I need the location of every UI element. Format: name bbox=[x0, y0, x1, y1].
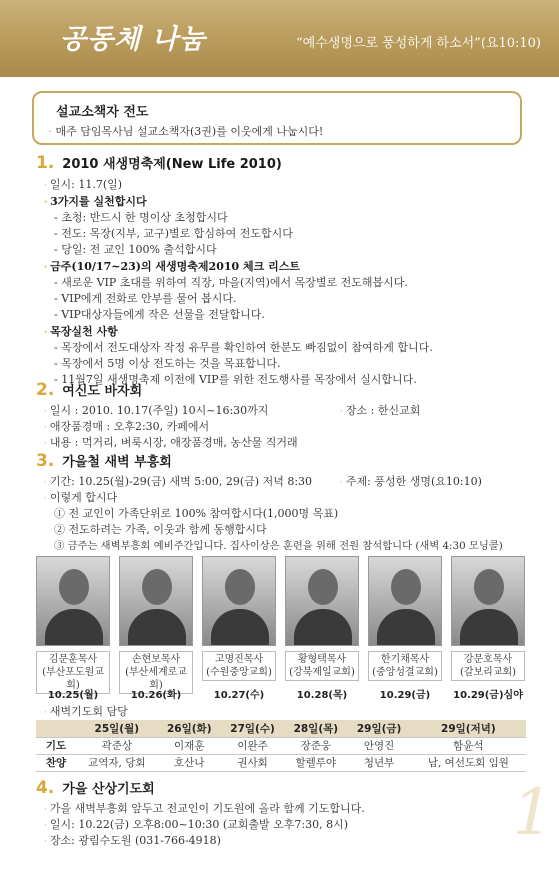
speaker-name: 고명진목사 bbox=[214, 654, 264, 665]
section-number: 4. bbox=[36, 778, 55, 798]
bullet-icon: · bbox=[44, 494, 47, 504]
table-header-cell: 27일(수) bbox=[221, 720, 284, 737]
speaker-name: 강문호목사 bbox=[463, 654, 513, 665]
table-cell: 할렐루야 bbox=[284, 754, 347, 771]
table-row-header: 기도 bbox=[36, 737, 76, 754]
s2-line bbox=[44, 418, 209, 434]
speaker-photo bbox=[36, 556, 110, 646]
bullet-icon: · bbox=[44, 423, 47, 433]
s1-line bbox=[44, 258, 300, 274]
speaker-church: (수원중앙교회) bbox=[206, 667, 272, 678]
table-cell: 곽준상 bbox=[76, 737, 158, 754]
s2-line-text: 장소 : 한신교회 bbox=[345, 404, 421, 417]
notice-text bbox=[48, 123, 323, 139]
s1-line bbox=[44, 323, 118, 339]
speaker-body bbox=[294, 609, 352, 646]
speaker-body bbox=[460, 609, 518, 646]
speaker-date: 10.29(금)심야 bbox=[453, 690, 523, 701]
section-title: 여신도 바자회 bbox=[62, 384, 143, 399]
s3-line: ① 전 교인이 가족단위로 100% 참여합시다(1,000명 목표) bbox=[54, 507, 339, 520]
speaker-body bbox=[128, 609, 186, 646]
s4-line-text: 일시: 10.22(금) 오후8:00~10:30 (교회출발 오후7:30, 8시) bbox=[49, 818, 349, 831]
speaker-name: 김문훈목사 bbox=[48, 654, 98, 665]
speaker-date: 10.29(금) bbox=[379, 690, 431, 701]
speaker-church: (강북제일교회) bbox=[289, 667, 355, 678]
speaker-head bbox=[59, 569, 89, 605]
speaker-body bbox=[377, 609, 435, 646]
speaker-photo bbox=[451, 556, 525, 646]
bullet-icon: · bbox=[340, 478, 343, 488]
speaker-caption-box bbox=[451, 651, 525, 681]
s1-line: - 새로운 VIP 초대를 위하여 직장, 마을(지역)에서 목장별로 전도해봅시다. bbox=[54, 276, 408, 289]
s2-line-text: 일시 : 2010. 10.17(주일) 10시~16:30까지 bbox=[49, 404, 269, 417]
s4-line-text: 가을 새벽부흥회 앞두고 전교인이 기도원에 올라 함께 기도합니다. bbox=[49, 802, 365, 815]
s2-line bbox=[44, 434, 298, 450]
speaker-church: (갈보리교회) bbox=[459, 667, 517, 678]
s3-line bbox=[44, 473, 312, 489]
s4-line-text: 장소: 광림수도원 (031-766-4918) bbox=[49, 834, 221, 847]
speaker-caption bbox=[285, 651, 359, 681]
speaker-date: 10.28(목) bbox=[296, 690, 348, 701]
s4-line bbox=[44, 800, 365, 816]
section-4-heading bbox=[36, 778, 155, 798]
section-title: 가을철 새벽 부흥회 bbox=[62, 455, 172, 470]
table-cell: 함윤석 bbox=[411, 737, 526, 754]
s1-line bbox=[44, 193, 147, 209]
table-cell: 교역자, 당회 bbox=[76, 754, 158, 771]
bullet-icon: · bbox=[44, 439, 47, 449]
s4-line bbox=[44, 832, 221, 848]
s1-line-text: 금주(10/17~23)의 새생명축제2010 체크 리스트 bbox=[50, 260, 300, 273]
s1-line: - 목장에서 5명 이상 전도하는 것을 목표합니다. bbox=[54, 357, 281, 370]
s3-line bbox=[340, 473, 482, 489]
speaker-head bbox=[225, 569, 255, 605]
s1-line: - VIP대상자들에게 작은 선물을 전달합니다. bbox=[54, 308, 265, 321]
table-header-cell: 29일(금) bbox=[347, 720, 410, 737]
table-cell: 안영진 bbox=[347, 737, 410, 754]
s3-line-text: 기간: 10.25(월)-29(금) 새벽 5:00, 29(금) 저녁 8:30 bbox=[49, 475, 313, 488]
section-number: 1. bbox=[36, 153, 55, 173]
table-row bbox=[36, 754, 526, 771]
s2-line-text: 애장품경매 : 오후2:30, 카페에서 bbox=[49, 420, 210, 433]
speaker-photo bbox=[285, 556, 359, 646]
speaker-caption-box bbox=[285, 651, 359, 681]
s3-line bbox=[44, 489, 117, 505]
bullet-icon: · bbox=[44, 837, 47, 847]
schedule-label bbox=[44, 703, 128, 719]
speaker-body bbox=[45, 609, 103, 646]
speaker-name: 한기채목사 bbox=[380, 654, 430, 665]
speaker-caption bbox=[451, 651, 525, 681]
speaker-caption bbox=[368, 651, 442, 681]
speaker-head bbox=[308, 569, 338, 605]
bullet-icon: · bbox=[44, 263, 48, 273]
speaker-photo bbox=[202, 556, 276, 646]
table-header-cell: 25일(월) bbox=[76, 720, 158, 737]
section-number: 3. bbox=[36, 451, 55, 471]
table-cell: 이재훈 bbox=[158, 737, 221, 754]
page-number: 1 bbox=[512, 776, 553, 850]
table-cell: 이완주 bbox=[221, 737, 284, 754]
s2-line bbox=[340, 402, 420, 418]
table-cell: 호산나 bbox=[158, 754, 221, 771]
bullet-icon: · bbox=[44, 198, 48, 208]
speaker-church: (부산포도원교회) bbox=[42, 667, 104, 691]
speaker-body bbox=[211, 609, 269, 646]
section-number: 2. bbox=[36, 380, 55, 400]
table-header-cell: 29일(저녁) bbox=[411, 720, 526, 737]
notice-text-content: 매주 담임목사님 설교소책자(3권)를 이웃에게 나눕시다! bbox=[55, 125, 324, 138]
bullet-icon: · bbox=[48, 125, 52, 138]
prayer-schedule-table bbox=[36, 720, 526, 772]
speaker-date: 10.27(수) bbox=[213, 690, 265, 701]
speaker-caption-box bbox=[368, 651, 442, 681]
section-3-heading bbox=[36, 451, 172, 471]
s1-line: - 초청: 반드시 한 명이상 초청합시다 bbox=[54, 211, 228, 224]
s2-line bbox=[44, 402, 268, 418]
page-header bbox=[0, 0, 559, 77]
s1-line: - 전도: 목장(지부, 교구)별로 합심하여 전도합시다 bbox=[54, 227, 293, 240]
s3-line-text: 주제: 풍성한 생명(요10:10) bbox=[345, 475, 482, 488]
speaker-date: 10.25(월) bbox=[47, 690, 99, 701]
speaker-date: 10.26(화) bbox=[130, 690, 182, 701]
s4-line bbox=[44, 816, 348, 832]
table-row bbox=[36, 737, 526, 754]
speaker-church: (중앙성결교회) bbox=[372, 667, 438, 678]
table-cell: 장준웅 bbox=[284, 737, 347, 754]
s3-line-text: 이렇게 합시다 bbox=[49, 491, 118, 504]
bullet-icon: · bbox=[44, 328, 48, 338]
s3-line: ③ 금주는 새벽부흥회 예비주간입니다. 집사이상은 훈련을 위해 전원 참석합니다 (새벽 4:30 모닝콜) bbox=[54, 540, 503, 552]
bullet-icon: · bbox=[44, 181, 47, 191]
table-header-cell: 28일(목) bbox=[284, 720, 347, 737]
table-header-cell bbox=[36, 720, 76, 737]
notice-title: 설교소책자 전도 bbox=[56, 105, 149, 120]
speaker-caption bbox=[202, 651, 276, 681]
table-header-row bbox=[36, 720, 526, 737]
table-row-header: 찬양 bbox=[36, 754, 76, 771]
s1-line bbox=[44, 176, 122, 192]
section-2-heading bbox=[36, 380, 142, 400]
bullet-icon: · bbox=[44, 708, 47, 718]
s1-line-text: 일시: 11.7(일) bbox=[49, 178, 123, 191]
s2-line-text: 내용 : 먹거리, 벼룩시장, 애장품경매, 농산물 직거래 bbox=[49, 436, 298, 449]
table-cell: 남, 여선도회 임원 bbox=[411, 754, 526, 771]
section-title: 2010 새생명축제(New Life 2010) bbox=[62, 157, 282, 172]
speaker-head bbox=[474, 569, 504, 605]
bullet-icon: · bbox=[340, 407, 343, 417]
s1-line: - 11월7일 새생명축제 이전에 VIP를 위한 전도행사를 목장에서 실시합니다. bbox=[54, 373, 417, 386]
speaker-head bbox=[142, 569, 172, 605]
s1-line: - 당일: 전 교인 100% 출석합시다 bbox=[54, 243, 217, 256]
table-cell: 권사회 bbox=[221, 754, 284, 771]
notice-box bbox=[32, 91, 522, 145]
s1-line: - VIP에게 전화로 안부를 물어 봅시다. bbox=[54, 292, 237, 305]
speaker-name: 황형택목사 bbox=[297, 654, 347, 665]
header-verse: “예수생명으로 풍성하게 하소서”(요10:10) bbox=[296, 36, 541, 51]
speaker-photo bbox=[368, 556, 442, 646]
section-title: 가을 산상기도회 bbox=[62, 782, 155, 797]
bullet-icon: · bbox=[44, 821, 47, 831]
speaker-head bbox=[391, 569, 421, 605]
s1-line: - 목장에서 전도대상자 작정 유무를 확인하여 한분도 빠짐없이 참여하게 합니다. bbox=[54, 341, 433, 354]
bullet-icon: · bbox=[44, 407, 47, 417]
speaker-caption-box bbox=[202, 651, 276, 681]
speaker-church: (부산세계로교회) bbox=[125, 667, 187, 691]
bullet-icon: · bbox=[44, 805, 47, 815]
section-1-heading bbox=[36, 153, 282, 173]
schedule-label-text: 새벽기도회 담당 bbox=[49, 705, 128, 718]
s3-line: ② 전도하려는 가족, 이웃과 함께 동행합시다 bbox=[54, 523, 267, 536]
s1-line-text: 3가지를 실천합시다 bbox=[50, 195, 147, 208]
speaker-photo bbox=[119, 556, 193, 646]
header-title: 공동체 나눔 bbox=[60, 24, 206, 55]
table-header-cell: 26일(화) bbox=[158, 720, 221, 737]
bullet-icon: · bbox=[44, 478, 47, 488]
s1-line-text: 목장실천 사항 bbox=[50, 325, 118, 338]
speaker-name: 손현보목사 bbox=[131, 654, 181, 665]
table-cell: 청년부 bbox=[347, 754, 410, 771]
